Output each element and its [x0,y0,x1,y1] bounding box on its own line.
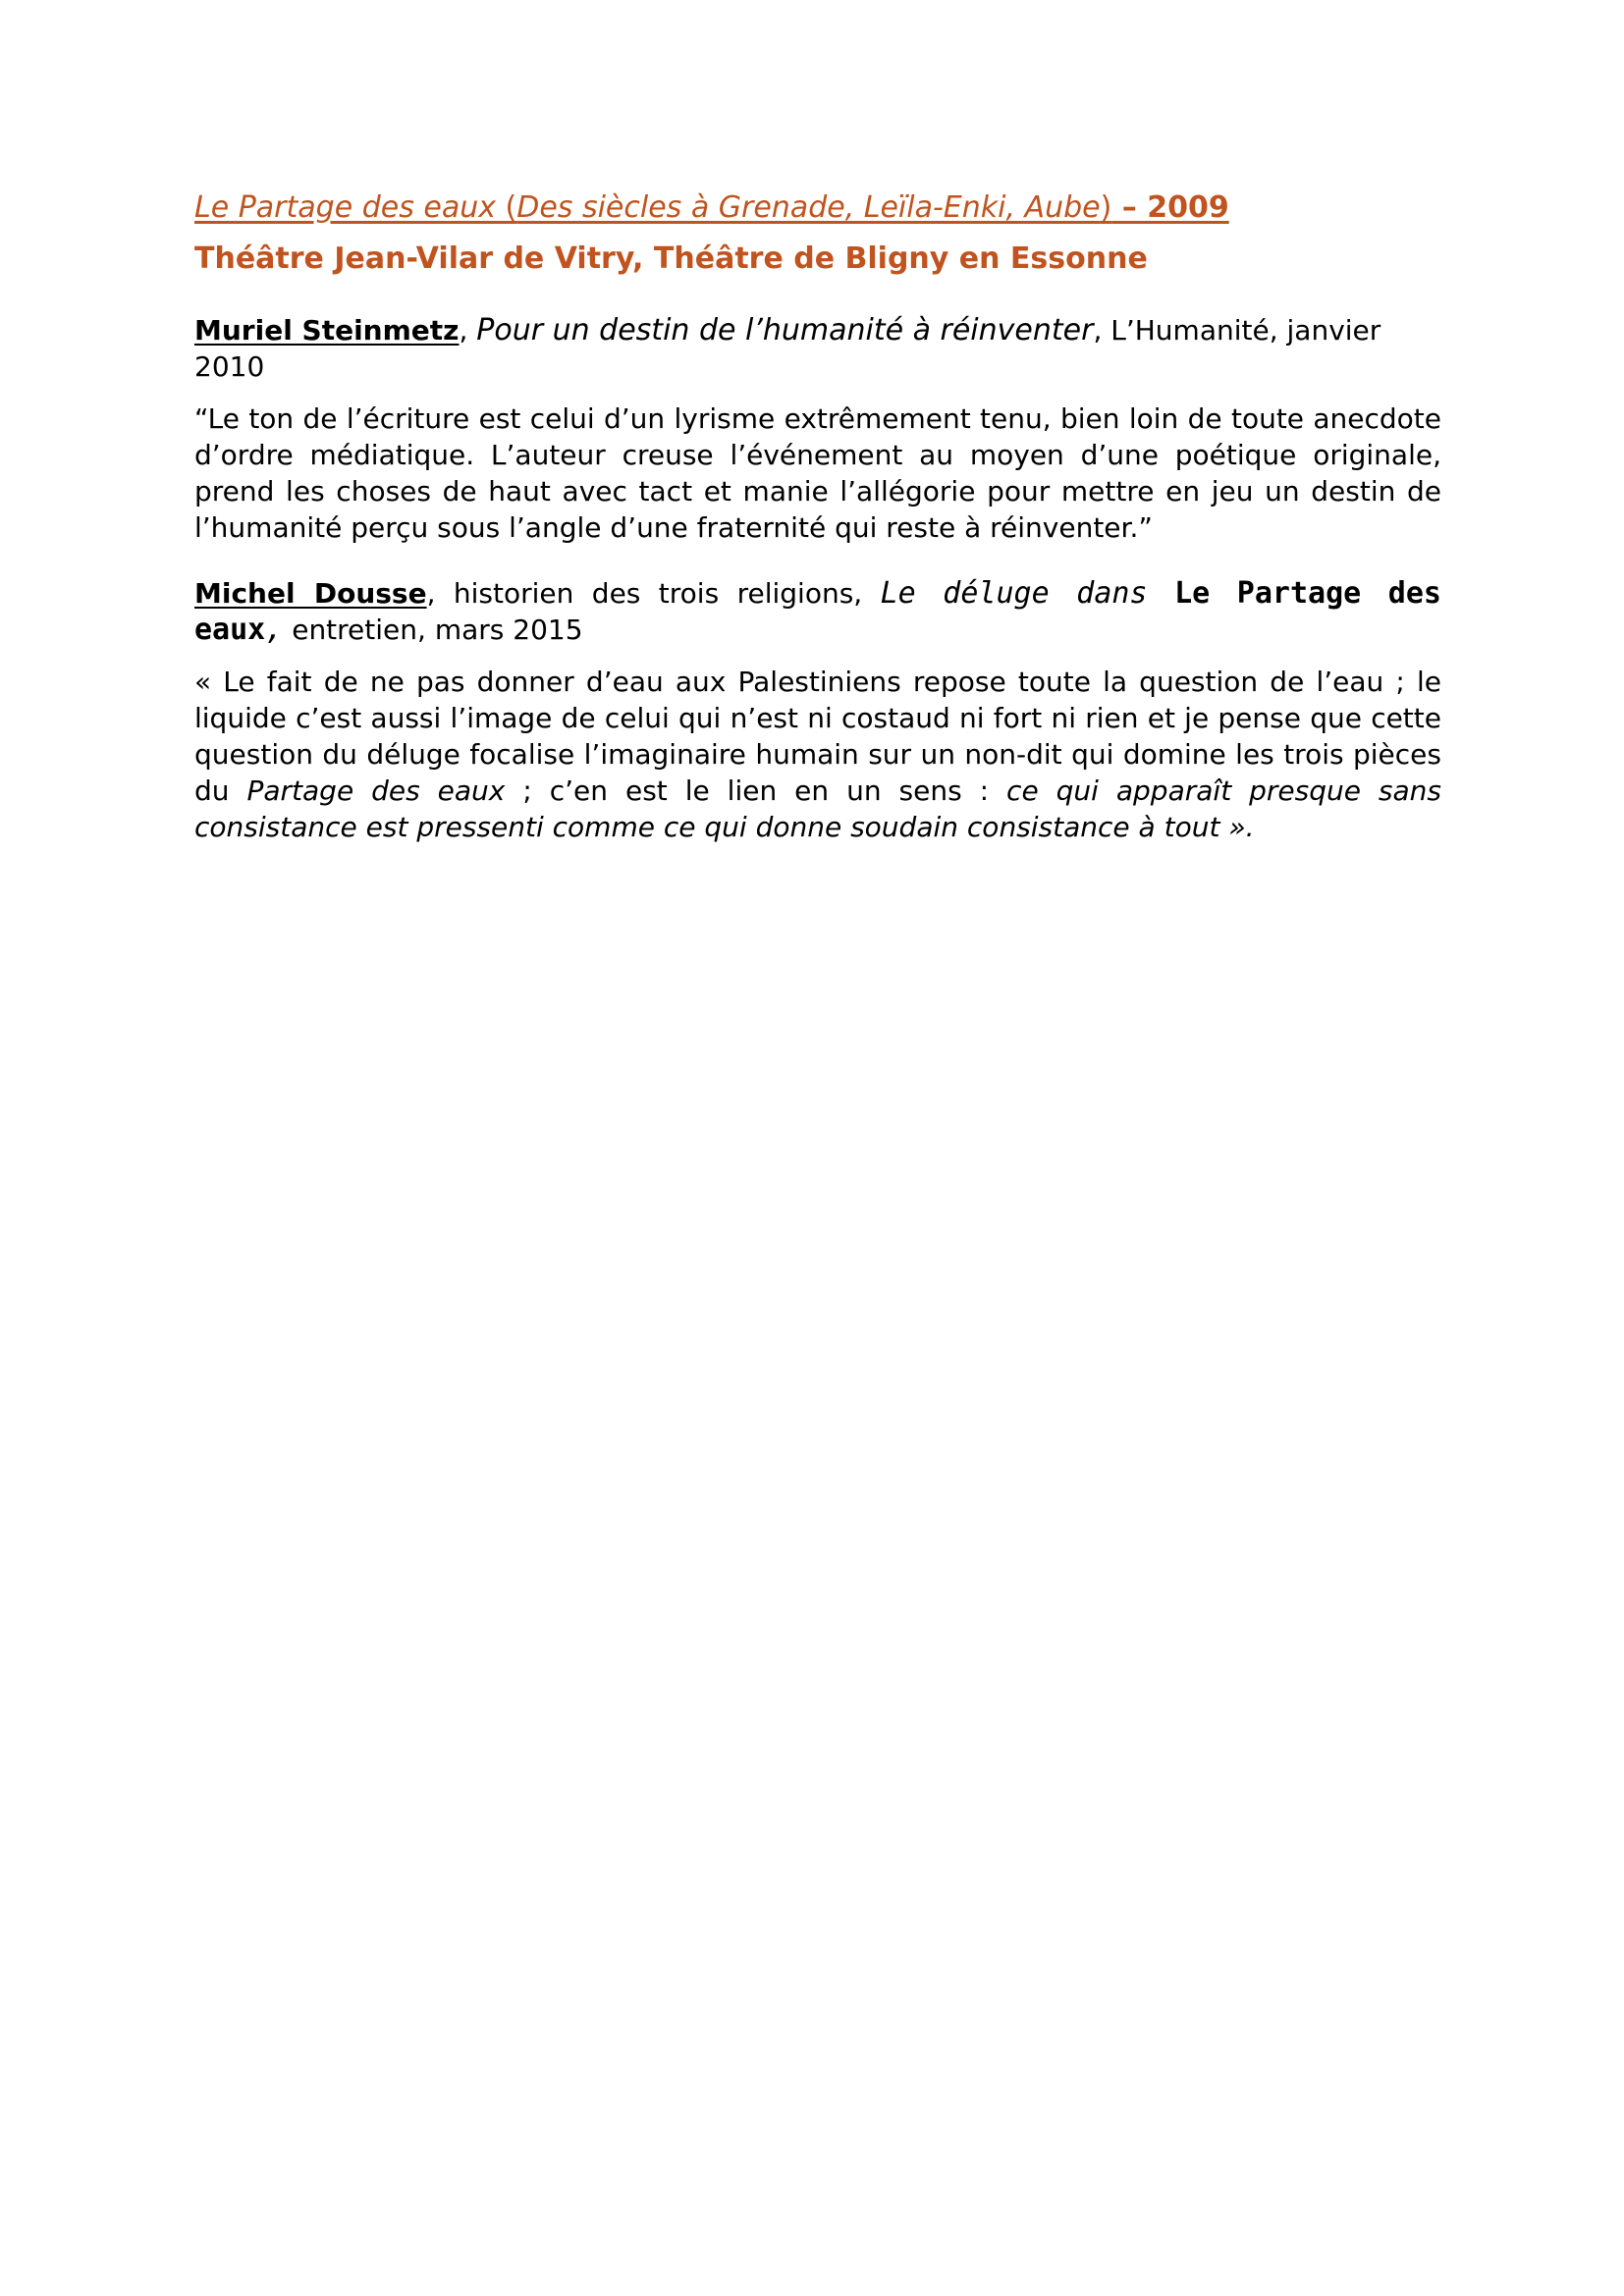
play-subtitles: Des siècles à Grenade, Leïla-Enki, Aube [516,190,1101,225]
review-2-quote-italic1: Partage des eaux [246,774,506,807]
production-year: – 2009 [1111,190,1229,225]
review-2-work-space [1148,576,1175,611]
title-paren-close: ) [1100,190,1112,225]
review-2-comma: , [265,613,284,647]
production-title [194,188,1441,228]
review-2-source: entretien, mars 2015 [283,614,583,646]
review-2-quote-italic2: ce qui apparaît presque sans consistance est pressenti comme ce qui donne soudain consistance à tout ». [194,774,1442,843]
review-1-citation [194,312,1441,385]
review-1-quote: “Le ton de l’écriture est celui d’un lyrisme extrêmement tenu, bien loin de toute anecdote d’ordre médiatique. L’auteur creuse l’événement au moyen d’une poétique originale, prend les choses de haut avec tact et manie l’allégorie pour mettre en jeu un destin de l’humanité perçu sous l’angle d’une fraternité qui reste à réinventer.” [194,402,1441,544]
review-2-quote-part2: ; c’en est le lien en un sens : [505,774,1007,807]
play-title: Le Partage des eaux [194,190,496,225]
document-page [194,188,1441,845]
review-2-quote-part1: « Le fait de ne pas donner d’eau aux Palestiniens repose toute la question de l’eau ; le liquide c’est aussi l’image de celui qui n’est ni costaud ni fort ni rien et je pense que cette question du déluge focalise l’imaginaire humain sur un non-dit qui domine les trois pièces du [194,666,1441,807]
review-2-role: , historien des trois religions, [426,577,881,610]
venue-line: Théâtre Jean-Vilar de Vitry, Théâtre de Bligny en Essonne [194,241,1148,276]
review-1-sep: , [459,314,477,347]
review-1-work: Pour un destin de l’humanité à réinventer [476,313,1094,347]
review-2-work-italic: Le déluge dans [880,576,1148,611]
review-2-author: Michel Dousse [194,577,427,610]
review-1-source: , L’Humanité, janvier 2010 [194,314,1381,383]
review-2-citation [194,575,1441,648]
title-paren-open: ( [495,190,517,225]
review-2-quote [194,664,1441,845]
review-2-work-bold: Le Partage des eaux [194,576,1441,647]
review-1-author: Muriel Steinmetz [194,314,460,347]
